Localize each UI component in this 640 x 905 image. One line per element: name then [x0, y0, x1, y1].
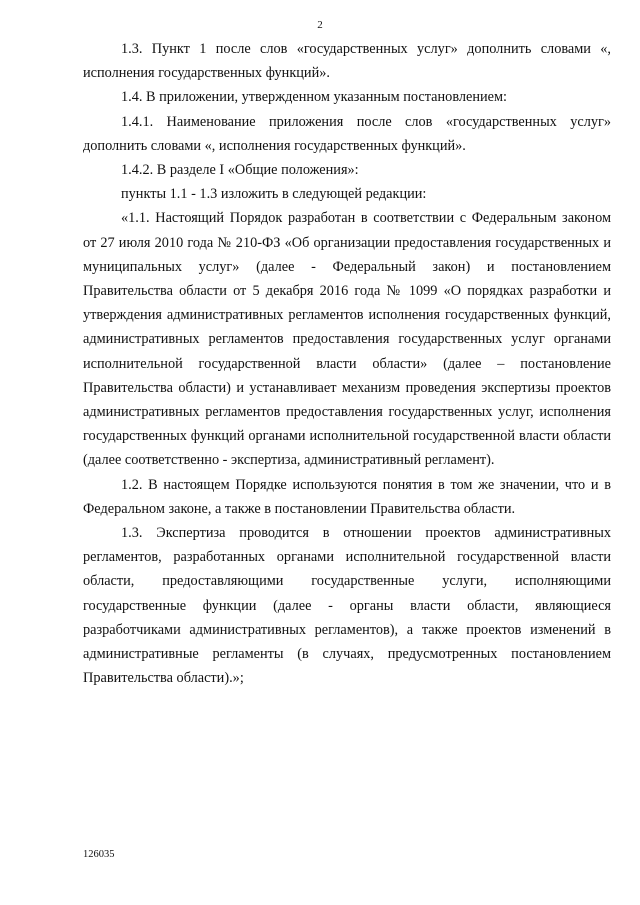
paragraph-point-1-2: 1.2. В настоящем Порядке используются понятия в том же значении, что и в Федеральном законе, а также в постановлении Правительства области.	[83, 476, 611, 517]
paragraph-1-3-amendment: 1.3. Пункт 1 после слов «государственных услуг» дополнить словами «, исполнения государственных функций».	[83, 41, 611, 82]
document-body	[83, 37, 611, 690]
paragraph-1-4-1: 1.4.1. Наименование приложения после слов «государственных услуг» дополнить словами «, исполнения государственных функций».	[83, 113, 611, 154]
paragraph-1-4-2: 1.4.2. В разделе I «Общие положения»:	[121, 162, 359, 179]
paragraph-point-1-1: «1.1. Настоящий Порядок разработан в соответствии с Федеральным законом от 27 июля 2010 года № 210-ФЗ «Об организации предоставления государственных и муниципальных услуг» (далее - Федеральный закон) и постановлением Правительства области от 5 декабря 2016 года № 1099 «О порядках разработки и утверждения административных регламентов исполнения государственных функций, административных регламентов предоставления государственных услуг органами исполнительной государственной власти области» (далее – постановление Правительства области) и устанавливает механизм проведения экспертизы проектов административных регламентов предоставления государственных услуг, исполнения государственных функций органами исполнительной государственной власти области (далее соответственно - экспертиза, административный регламент).	[83, 210, 611, 469]
paragraph-points-intro: пункты 1.1 - 1.3 изложить в следующей редакции:	[121, 186, 427, 203]
page-number: 2	[317, 19, 323, 31]
paragraph-point-1-3: 1.3. Экспертиза проводится в отношении проектов административных регламентов, разработанных органами исполнительной государственной власти области, предоставляющими государственные услуги, исполняющими государственные функции (далее - органы власти области, являющиеся разработчиками административных регламентов), а также проектов изменений в административные регламенты (в случаях, предусмотренных постановлением Правительства области).»;	[83, 525, 611, 687]
document-code: 126035	[83, 849, 115, 860]
paragraph-1-4-intro: 1.4. В приложении, утвержденном указанным постановлением:	[121, 89, 508, 106]
